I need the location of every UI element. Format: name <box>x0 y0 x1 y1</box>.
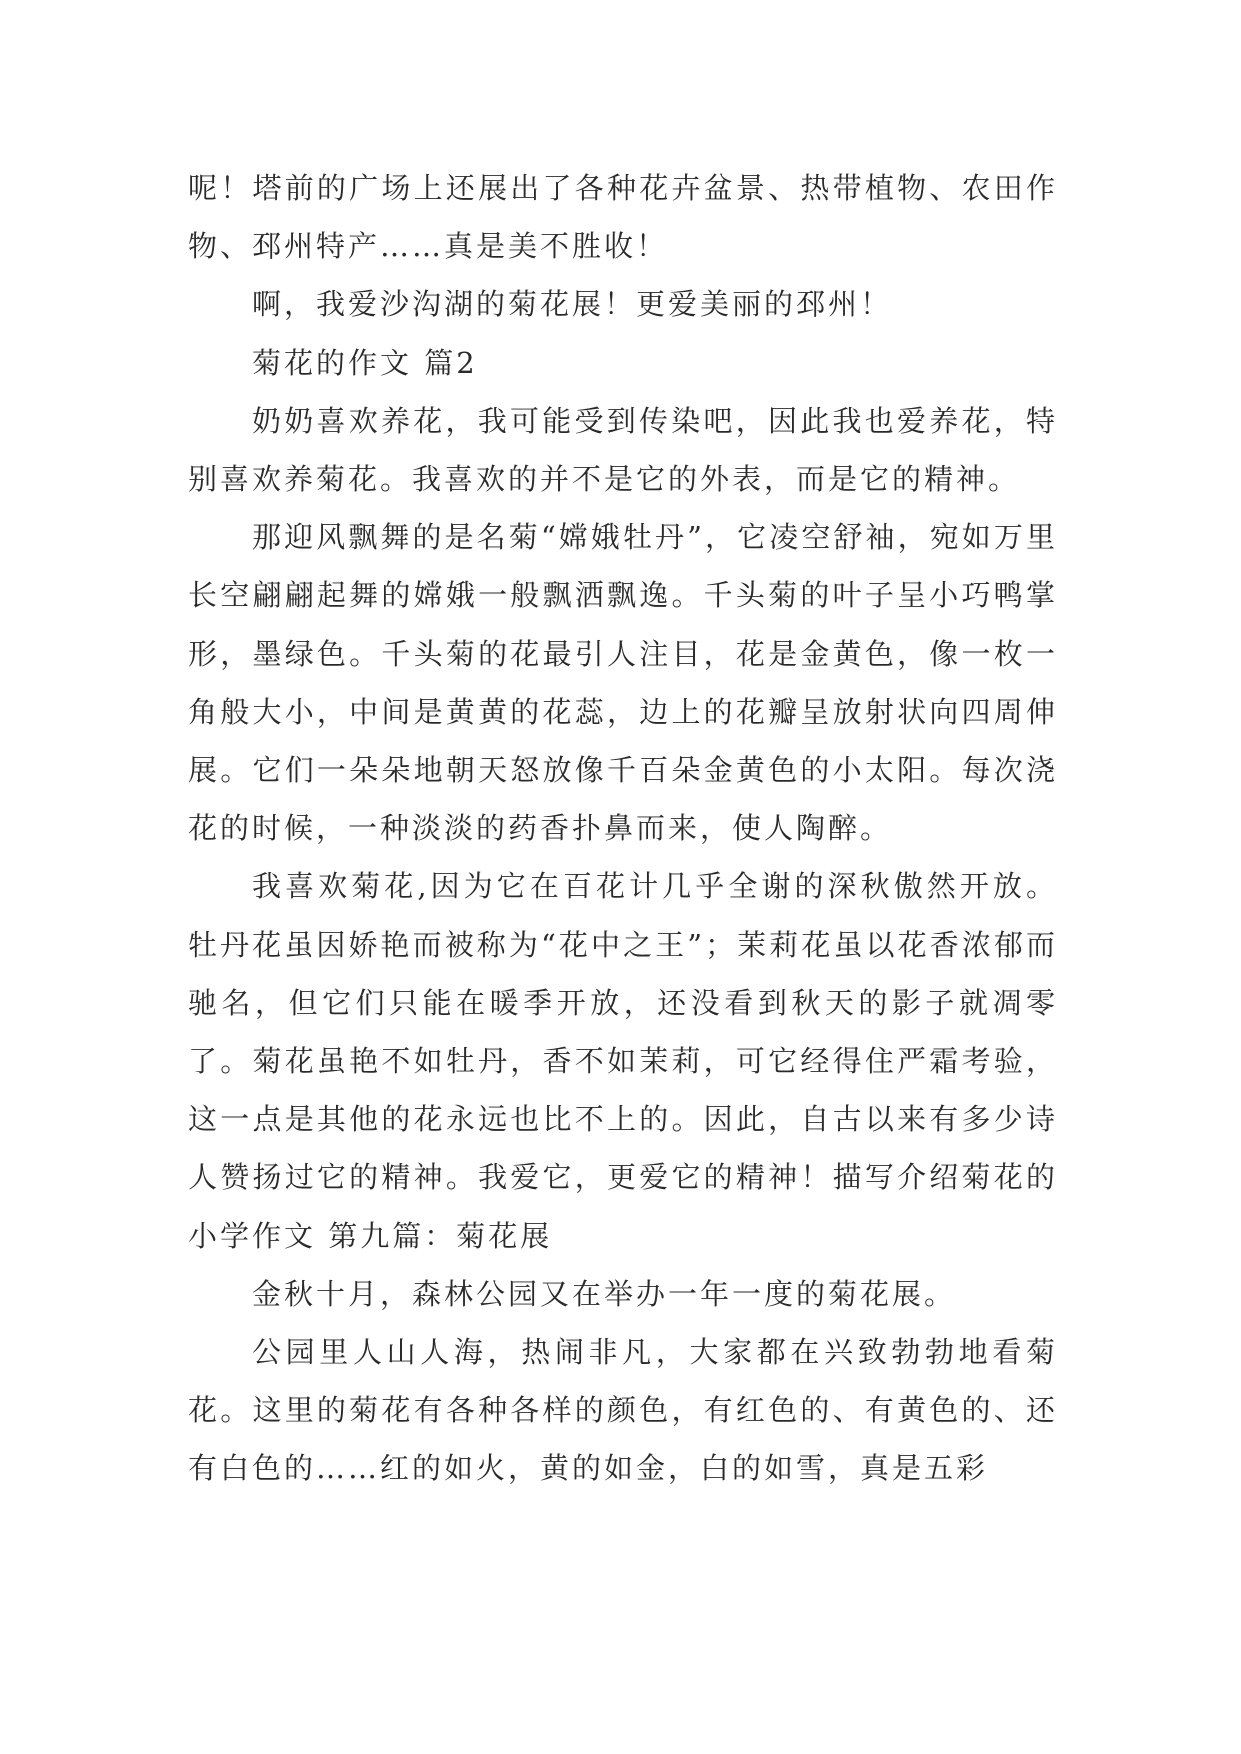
paragraph: 啊，我爱沙沟湖的菊花展！更爱美丽的邳州！ <box>252 287 893 322</box>
paragraph: 公园里人山人海，热闹非凡，大家都在兴致勃勃地看菊花。这里的菊花有各种各样的颜色，有红色的、有黄色的、还有白色的……红的如火，黄的如金，白的如雪，真是五彩 <box>188 1335 1058 1486</box>
section-heading: 菊花的作文 篇2 <box>252 345 478 380</box>
document-body <box>188 159 1058 1498</box>
paragraph: 奶奶喜欢养花，我可能受到传染吧，因此我也爱养花，特别喜欢养菊花。我喜欢的并不是它的外表，而是它的精神。 <box>188 403 1058 497</box>
paragraph: 呢！塔前的广场上还展出了各种花卉盆景、热带植物、农田作物、邳州特产……真是美不胜收！ <box>188 171 1058 264</box>
paragraph: 金秋十月，森林公园又在举办一年一度的菊花展。 <box>252 1276 957 1311</box>
paragraph: 我喜欢菊花,因为它在百花计几乎全谢的深秋傲然开放。牡丹花虽因娇艳而被称为“花中之王”；茉莉花虽以花香浓郁而驰名，但它们只能在暖季开放，还没看到秋天的影子就凋零了。菊花虽艳不如牡丹，香不如茉莉，可它经得住严霜考验，这一点是其他的花永远也比不上的。因此，自古以来有多少诗人赞扬过它的精神。我爱它，更爱它的精神！描写介绍菊花的小学作文 第九篇：菊花展 <box>188 869 1058 1253</box>
paragraph: 那迎风飘舞的是名菊“嫦娥牡丹”，它凌空舒袖，宛如万里长空翩翩起舞的嫦娥一般飘洒飘逸。千头菊的叶子呈小巧鸭掌形，墨绿色。千头菊的花最引人注目，花是金黄色，像一枚一角般大小，中间是黄黄的花蕊，边上的花瓣呈放射状向四周伸展。它们一朵朵地朝天怒放像千百朵金黄色的小太阳。每次浇花的时候，一种淡淡的药香扑鼻而来，使人陶醉。 <box>188 520 1058 846</box>
